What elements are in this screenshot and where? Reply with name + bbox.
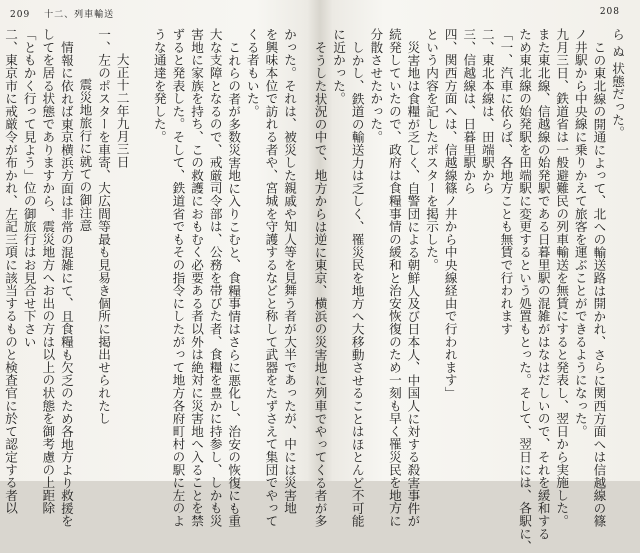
text-line: ため東北線の始発駅を田端駅に変更するという処置もとった。そして、翌日には、各駅に、 bbox=[517, 28, 533, 553]
chapter-title: 十二、列車輸送 bbox=[44, 10, 115, 20]
text-line: 大な支障となるので、戒厳司令部は、公務を帯びた者、食糧を豊かに持参し、しかも災 bbox=[207, 28, 223, 528]
text-line: 一、左のポスターを車寄、大広間等最も見易き個所に掲出せられたし bbox=[96, 28, 112, 425]
text-line: に近かった。 bbox=[331, 28, 347, 105]
text-line: ノ井駅から中央線に乗りかえて旅客を運ぶことができるようになった。 bbox=[572, 28, 588, 438]
text-line: を興味本位で訪れる者や、宮城を守護するなどと称して武器をたずさえて集団でやって bbox=[263, 28, 279, 528]
text-line bbox=[0, 28, 1, 468]
text-line: 四、関西方面へは、信越線篠ノ井から中央線経由で行われます」 bbox=[442, 28, 458, 400]
text-line: ら ぬ 状態だった。 bbox=[610, 28, 625, 139]
text-line: しかし、鉄道の輸送力は乏しく、罹災民を地方へ大移動させることはほとんど不可能 bbox=[349, 40, 365, 527]
page-number-left: 209 bbox=[10, 10, 31, 20]
text-line: 分散させたかった。 bbox=[368, 28, 384, 144]
blank-line bbox=[131, 28, 150, 468]
text-line: 九月三日、鉄道省は一般避難民の列車輸送を無賃にすると発表し、翌日から実施した。 bbox=[554, 28, 570, 528]
text-line: してを居る状態でありますから、震災地方へお出の方は以上の状態を御考慮の上距除 bbox=[40, 28, 56, 515]
text-line: また東北線、信越線の始発駅である日暮里駅の混雑がはなはだしいので、それを緩和する bbox=[535, 28, 551, 540]
text-line: この東北線の開通によって、北への輸送路は開かれ、さらに関西方面へは信越線の篠 bbox=[591, 40, 607, 527]
text-line: 大正十二年九月三日 bbox=[114, 53, 130, 169]
text-line: うな通達を発した。 bbox=[151, 28, 167, 144]
right-page-body bbox=[312, 28, 626, 553]
text-line: 震災地旅行に就ての御注意 bbox=[77, 78, 93, 232]
text-line: 災害地は食糧が乏しく、自警団による朝鮮人及び日本人、中国人に対する殺害事件が bbox=[405, 40, 421, 527]
text-line: 「ともかく行って見よう」位の御旅行はお見合せ下さい bbox=[21, 28, 37, 348]
text-line: 二、東京市に戒厳令が布かれ、左記三項に該当するものと検査官に於て認定する者以 bbox=[3, 28, 19, 515]
text-line: 情報に依れば東京横浜方面は非常の混雑にて、且食糧も欠乏のため各地方より救援を bbox=[58, 40, 74, 527]
text-line: ずると発表した。そして、鉄道省でもその指令にしたがって地方各府町村の駅に左のよ bbox=[170, 28, 186, 528]
left-page-body bbox=[3, 28, 298, 528]
text-line: そうした状況の中で、地方からは逆に東京、横浜の災害地に列車でやってくる者が多 bbox=[312, 40, 328, 527]
text-line: 「一、汽車に依らば、各地方ことも無賃で行われます bbox=[498, 28, 514, 336]
running-head-left bbox=[10, 7, 124, 20]
text-line: 続発していたので、政府は食糧事情の緩和と治安恢復のため一刻も早く罹災民を地方に bbox=[386, 28, 402, 528]
page-number-right: 208 bbox=[599, 7, 620, 17]
right-page bbox=[312, 0, 640, 553]
text-line: 二、東北本線は、田端駅から bbox=[479, 28, 495, 195]
text-line: 三、信越線は、日暮里駅から bbox=[461, 28, 477, 195]
text-line: くる者もいた。 bbox=[244, 28, 260, 118]
running-head-right bbox=[600, 7, 630, 17]
text-line: これらの者が多数災害地に入りこむと、食糧事情はさらに悪化し、治安の恢復にも重 bbox=[226, 40, 242, 527]
text-line: かった。それは、被災した親戚や知人等を見舞う者が大半であったが、中には災害地 bbox=[282, 28, 297, 515]
text-line: 害地に家族を持ち、この救護におもむく必要ある者以外は絶対に災害地へ入ることを禁 bbox=[189, 28, 205, 528]
text-line: という内容を記したポスターを掲示した。 bbox=[424, 28, 440, 272]
